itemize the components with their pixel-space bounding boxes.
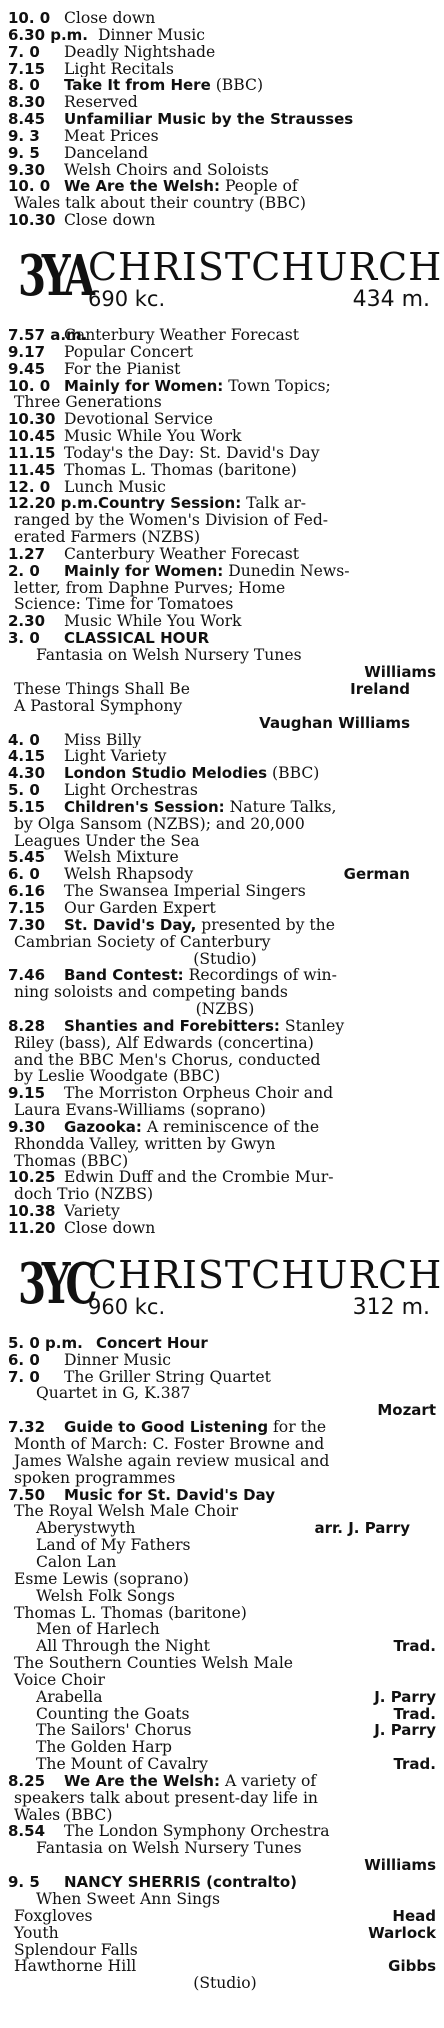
entry-title: Children's Session: <box>64 798 225 816</box>
entry-title: Gazooka: <box>64 1118 142 1136</box>
entry-continuation: ning soloists and competing bands <box>14 983 288 1002</box>
entry-time: 7. 0 <box>8 42 40 61</box>
station-header-3yc <box>8 1249 443 1329</box>
listing-entry <box>8 1352 436 1369</box>
work-title: When Sweet Ann Sings <box>36 1890 221 1908</box>
entry-title: CLASSICAL HOUR <box>64 630 210 647</box>
listing-entry <box>8 900 436 917</box>
entry-time: 7.15 <box>8 898 46 917</box>
entry-text: Light Recitals <box>64 60 174 78</box>
entry-time: 7. 0 <box>8 1367 40 1386</box>
listing-entry <box>8 44 436 61</box>
station-city: CHRISTCHURCH <box>88 244 443 289</box>
composer: Head <box>392 1906 436 1925</box>
work-row <box>8 681 436 698</box>
listing-entry <box>8 1203 436 1220</box>
entry-time: 10.45 <box>8 427 56 446</box>
listing-entry <box>8 546 436 563</box>
performer: Esme Lewis (soprano) <box>14 1569 189 1588</box>
entry-time: 7.32 <box>8 1418 46 1437</box>
composer: Trad. <box>393 1637 436 1656</box>
listing-entry <box>8 77 436 94</box>
entry-time: 5.15 <box>8 797 46 816</box>
listing-entry <box>8 178 436 195</box>
listing-entry <box>8 849 436 866</box>
entry-text: Canterbury Weather Forecast <box>64 326 300 344</box>
entry-text: (BBC) <box>215 77 264 95</box>
work-title: Land of My Fathers <box>36 1536 191 1555</box>
entry-time: 8. 0 <box>8 76 40 95</box>
entry-text: Thomas L. Thomas (baritone) <box>64 461 297 479</box>
composer: Ireland <box>350 679 410 698</box>
listing-entry <box>8 495 436 512</box>
entry-text: Canterbury Weather Forecast <box>64 545 300 563</box>
listing-entry <box>8 967 436 984</box>
entry-text: A reminiscence of the <box>146 1118 320 1136</box>
entry-text: Danceland <box>64 144 149 162</box>
entry-text: Close down <box>64 10 156 27</box>
entry-text: Dunedin News- <box>228 562 350 580</box>
entry-continuation: (Studio) <box>193 949 257 968</box>
entry-time: 10.25 <box>8 1168 56 1187</box>
station-callsign: 3YC <box>18 1250 94 1317</box>
work-title: These Things Shall Be <box>14 679 190 698</box>
entry-time: 12. 0 <box>8 477 51 496</box>
entry-continuation: Wales (BBC) <box>14 1805 113 1824</box>
schedule-3ya <box>8 327 436 1237</box>
entry-time: 11.20 <box>8 1219 56 1237</box>
entry-title: London Studio Melodies <box>64 765 268 783</box>
entry-time: 9.17 <box>8 342 46 361</box>
entry-text: Edwin Duff and the Crombie Mur- <box>64 1169 334 1187</box>
listing-entry <box>8 782 436 799</box>
listing-entry <box>8 27 436 44</box>
work-row <box>8 1908 436 1925</box>
entry-continuation: Three Generations <box>14 393 162 412</box>
entry-text: Stanley <box>284 1017 345 1035</box>
entry-title: We Are the Welsh: <box>64 178 220 196</box>
work-row <box>8 1958 436 1975</box>
work-row <box>8 1925 436 1942</box>
entry-time: 6. 0 <box>8 865 40 884</box>
entry-text: Today's the Day: St. David's Day <box>64 444 320 462</box>
entry-continuation: Month of March: C. Foster Browne and <box>14 1435 325 1454</box>
entry-time: 9.45 <box>8 359 46 378</box>
entry-time: 5. 0 <box>8 781 40 800</box>
entry-time: 9. 3 <box>8 126 40 145</box>
composer: J. Parry <box>374 1687 436 1706</box>
entry-text: The London Symphony Orchestra <box>64 1823 330 1841</box>
listing-entry <box>8 1487 436 1504</box>
listing-entry <box>8 732 436 749</box>
composer: Williams <box>364 662 436 681</box>
entry-title: St. David's Day, <box>64 916 197 934</box>
work-title: A Pastoral Symphony <box>14 696 183 715</box>
entry-text: Devotional Service <box>64 411 213 429</box>
entry-text: Popular Concert <box>64 343 194 361</box>
entry-time: 9. 5 <box>8 1873 40 1892</box>
entry-continuation: spoken programmes <box>14 1468 176 1487</box>
work-row <box>8 1689 436 1706</box>
entry-time: 5. 0 p.m. <box>8 1333 83 1352</box>
entry-time: 8.25 <box>8 1771 46 1790</box>
entry-continuation: doch Trio (NZBS) <box>14 1185 154 1204</box>
entry-time: 6.30 p.m. <box>8 25 88 44</box>
entry-text: Talk ar- <box>246 495 307 513</box>
entry-title: We Are the Welsh: <box>64 1772 220 1790</box>
entry-time: 7.46 <box>8 966 46 985</box>
composer: German <box>343 866 410 884</box>
entry-continuation: Laura Evans-Williams (soprano) <box>14 1101 266 1120</box>
entry-text: Meat Prices <box>64 127 159 145</box>
work-title: Calon Lan <box>36 1552 117 1571</box>
entry-title: Concert Hour <box>96 1334 208 1352</box>
entry-continuation: Rhondda Valley, written by Gwyn <box>14 1134 276 1153</box>
listing-entry <box>8 94 436 111</box>
listing-entry <box>8 428 436 445</box>
listing-entry <box>8 630 436 647</box>
entry-text: Light Variety <box>64 748 167 766</box>
section-continued <box>8 10 436 229</box>
listing-entry <box>8 327 436 344</box>
entry-text: For the Pianist <box>64 360 181 378</box>
entry-continuation: Science: Time for Tomatoes <box>14 595 234 614</box>
work-title: The Sailors' Chorus <box>36 1721 192 1740</box>
listing-entry <box>8 462 436 479</box>
entry-time: 6. 0 <box>8 1350 40 1369</box>
entry-text: presented by the <box>201 916 335 934</box>
work-row <box>8 1638 436 1655</box>
composer: Warlock <box>368 1923 436 1942</box>
station-header-3ya <box>8 241 443 321</box>
station-frequency: 960 kc. <box>88 1294 166 1319</box>
listing-entry <box>8 563 436 580</box>
entry-continuation: Riley (bass), Alf Edwards (concertina) <box>14 1033 314 1052</box>
entry-text: A variety of <box>224 1772 317 1790</box>
entry-time: 12.20 p.m. <box>8 494 99 513</box>
entry-time: 7.30 <box>8 915 46 934</box>
entry-text: The Morriston Orpheus Choir and <box>64 1085 334 1103</box>
composer: Williams <box>364 1856 436 1875</box>
entry-title: Unfamiliar Music by the Strausses <box>64 111 354 128</box>
entry-text: Nature Talks, <box>229 798 337 816</box>
work-title: Hawthorne Hill <box>14 1957 137 1976</box>
entry-text: Deadly Nightshade <box>64 43 216 61</box>
entry-time: 9.30 <box>8 160 46 179</box>
entry-time: 7.57 a.m. <box>8 325 88 344</box>
entry-time: 10.38 <box>8 1202 56 1221</box>
entry-time: 10. 0 <box>8 376 51 395</box>
entry-title: Country Session: <box>98 495 242 513</box>
listing-entry <box>8 445 436 462</box>
listing-entry <box>8 479 436 496</box>
entry-title: Band Contest: <box>64 967 184 985</box>
listing-entry <box>8 10 436 27</box>
station-city: CHRISTCHURCH <box>88 1252 443 1297</box>
listing-entry <box>8 162 436 179</box>
composer: Trad. <box>393 1755 436 1774</box>
entry-text: Dinner Music <box>64 1351 171 1369</box>
work-title: The Golden Harp <box>36 1738 173 1757</box>
entry-text: Close down <box>64 1220 156 1237</box>
entry-time: 2. 0 <box>8 561 40 580</box>
performer: Voice Choir <box>14 1670 105 1689</box>
composer: J. Parry <box>374 1721 436 1740</box>
work-row <box>8 1520 436 1537</box>
entry-continuation: (Studio) <box>193 1974 257 1993</box>
listing-entry <box>8 613 436 630</box>
listing-entry <box>8 1119 436 1136</box>
listing-entry <box>8 378 436 395</box>
work-row <box>8 1706 436 1723</box>
entry-time: 7.50 <box>8 1485 46 1504</box>
entry-time: 7.15 <box>8 59 46 78</box>
entry-time: 9.30 <box>8 1117 46 1136</box>
entry-time: 5.45 <box>8 848 46 867</box>
entry-text: Lunch Music <box>64 478 166 496</box>
listing-entry <box>8 765 436 782</box>
entry-time: 8.45 <box>8 110 46 129</box>
entry-title: NANCY SHERRIS (contralto) <box>64 1874 298 1891</box>
entry-time: 4. 0 <box>8 730 40 749</box>
entry-continuation: Wales talk about their country (BBC) <box>14 194 306 213</box>
entry-time: 8.54 <box>8 1822 46 1841</box>
entry-text: Reserved <box>64 94 138 112</box>
work-title: Fantasia on Welsh Nursery Tunes <box>36 1839 302 1858</box>
entry-continuation: by Leslie Woodgate (BBC) <box>14 1067 221 1086</box>
listing-entry <box>8 917 436 934</box>
entry-time: 10.30 <box>8 211 56 230</box>
entry-title: Mainly for Women: <box>64 562 224 580</box>
listing-entry <box>8 361 436 378</box>
entry-text: Welsh Mixture <box>64 849 179 867</box>
entry-title: Music for St. David's Day <box>64 1486 275 1504</box>
entry-continuation: speakers talk about present-day life in <box>14 1788 318 1807</box>
performer: The Southern Counties Welsh Male <box>14 1654 294 1673</box>
work-row <box>8 1722 436 1739</box>
station-frequency: 690 kc. <box>88 286 166 311</box>
entry-time: 8.28 <box>8 1016 46 1035</box>
entry-text: People of <box>224 178 298 196</box>
work-title: Aberystwyth <box>36 1519 136 1538</box>
work-row <box>8 1756 436 1773</box>
entry-text: Miss Billy <box>64 731 142 749</box>
entry-time: 9. 5 <box>8 143 40 162</box>
performer: The Royal Welsh Male Choir <box>14 1502 239 1521</box>
entry-time: 10.30 <box>8 410 56 429</box>
entry-title: Guide to Good Listening <box>64 1419 269 1437</box>
entry-continuation: Leagues Under the Sea <box>14 831 200 850</box>
listing-entry <box>8 1220 436 1237</box>
entry-text: Recordings of win- <box>188 967 337 985</box>
entry-time: 10. 0 <box>8 177 51 196</box>
listing-entry <box>8 411 436 428</box>
listing-entry <box>8 1018 436 1035</box>
entry-time: 11.15 <box>8 443 56 462</box>
listing-entry <box>8 1369 436 1386</box>
composer: Gibbs <box>388 1957 436 1976</box>
listing-entry <box>8 212 436 229</box>
entry-text: The Swansea Imperial Singers <box>64 883 306 900</box>
listing-entry <box>8 128 436 145</box>
entry-text: Our Garden Expert <box>64 899 216 917</box>
entry-text: Close down <box>64 212 156 229</box>
listing-entry <box>8 1169 436 1186</box>
entry-continuation: James Walshe again review musical and <box>14 1451 330 1470</box>
listing-entry <box>8 883 436 900</box>
entry-text: Dinner Music <box>98 26 205 44</box>
listing-entry <box>8 1419 436 1436</box>
station-callsign: 3YA <box>18 242 91 309</box>
entry-continuation: and the BBC Men's Chorus, conducted <box>14 1050 321 1069</box>
entry-continuation: Thomas (BBC) <box>14 1151 129 1170</box>
listing-entry <box>8 344 436 361</box>
entry-text: Town Topics; <box>228 377 331 395</box>
work-title: Youth <box>14 1923 59 1942</box>
entry-text: for the <box>273 1419 327 1437</box>
performer: Thomas L. Thomas (baritone) <box>14 1603 247 1622</box>
listing-entry <box>8 1335 436 1352</box>
entry-text: Variety <box>64 1203 120 1220</box>
station-wavelength: 312 m. <box>352 1294 430 1320</box>
entry-time: 9.15 <box>8 1084 46 1103</box>
listing-entry <box>8 1085 436 1102</box>
work-title: Counting the Goats <box>36 1704 190 1723</box>
entry-time: 4.15 <box>8 747 46 766</box>
listing-entry <box>8 748 436 765</box>
entry-time: 6.16 <box>8 882 46 901</box>
schedule-3yc <box>8 1335 436 1992</box>
work-title: All Through the Night <box>36 1637 210 1656</box>
entry-time: 11.45 <box>8 460 56 479</box>
work-title: Arabella <box>36 1687 103 1706</box>
entry-time: 1.27 <box>8 544 46 563</box>
work-title: The Mount of Cavalry <box>36 1755 208 1774</box>
entry-continuation: ranged by the Women's Division of Fed- <box>14 511 329 530</box>
entry-text: Welsh Rhapsody <box>64 866 194 884</box>
entry-time: 4.30 <box>8 764 46 783</box>
entry-time: 3. 0 <box>8 629 40 648</box>
composer: Mozart <box>377 1401 436 1420</box>
entry-continuation: by Olga Sansom (NZBS); and 20,000 <box>14 814 305 833</box>
entry-continuation: letter, from Daphne Purves; Home <box>14 578 286 597</box>
entry-title: Shanties and Forebitters: <box>64 1017 280 1035</box>
entry-time: 2.30 <box>8 612 46 631</box>
work-title: Foxgloves <box>14 1906 93 1925</box>
composer: arr. J. Parry <box>314 1519 410 1538</box>
work-title: Fantasia on Welsh Nursery Tunes <box>36 646 302 664</box>
work-title: Splendour Falls <box>14 1940 138 1959</box>
entry-text: Music While You Work <box>64 613 242 631</box>
entry-text: (BBC) <box>272 765 320 783</box>
listing-entry <box>8 145 436 162</box>
entry-continuation: Cambrian Society of Canterbury <box>14 932 271 951</box>
entry-title: Mainly for Women: <box>64 377 224 395</box>
station-wavelength: 434 m. <box>352 286 430 312</box>
entry-text: Light Orchestras <box>64 782 198 799</box>
listing-entry <box>8 61 436 78</box>
work-title: Men of Harlech <box>36 1620 160 1639</box>
entry-text: Welsh Choirs and Soloists <box>64 161 269 179</box>
listing-entry <box>8 1874 436 1891</box>
entry-text: The Griller String Quartet <box>64 1368 271 1386</box>
listing-entry <box>8 866 436 883</box>
entry-continuation: erated Farmers (NZBS) <box>14 528 201 547</box>
work-title: Quartet in G, K.387 <box>36 1384 191 1403</box>
entry-title: Take It from Here <box>64 77 211 95</box>
listing-entry <box>8 1773 436 1790</box>
listing-entry <box>8 111 436 128</box>
entry-time: 10. 0 <box>8 9 51 27</box>
composer: Vaughan Williams <box>259 713 410 732</box>
listing-entry <box>8 1823 436 1840</box>
entry-time: 8.30 <box>8 93 46 112</box>
entry-text: Music While You Work <box>64 428 242 445</box>
composer: Trad. <box>393 1704 436 1723</box>
listing-entry <box>8 799 436 816</box>
entry-continuation: (NZBS) <box>195 1000 255 1019</box>
work-title: Welsh Folk Songs <box>36 1586 175 1605</box>
